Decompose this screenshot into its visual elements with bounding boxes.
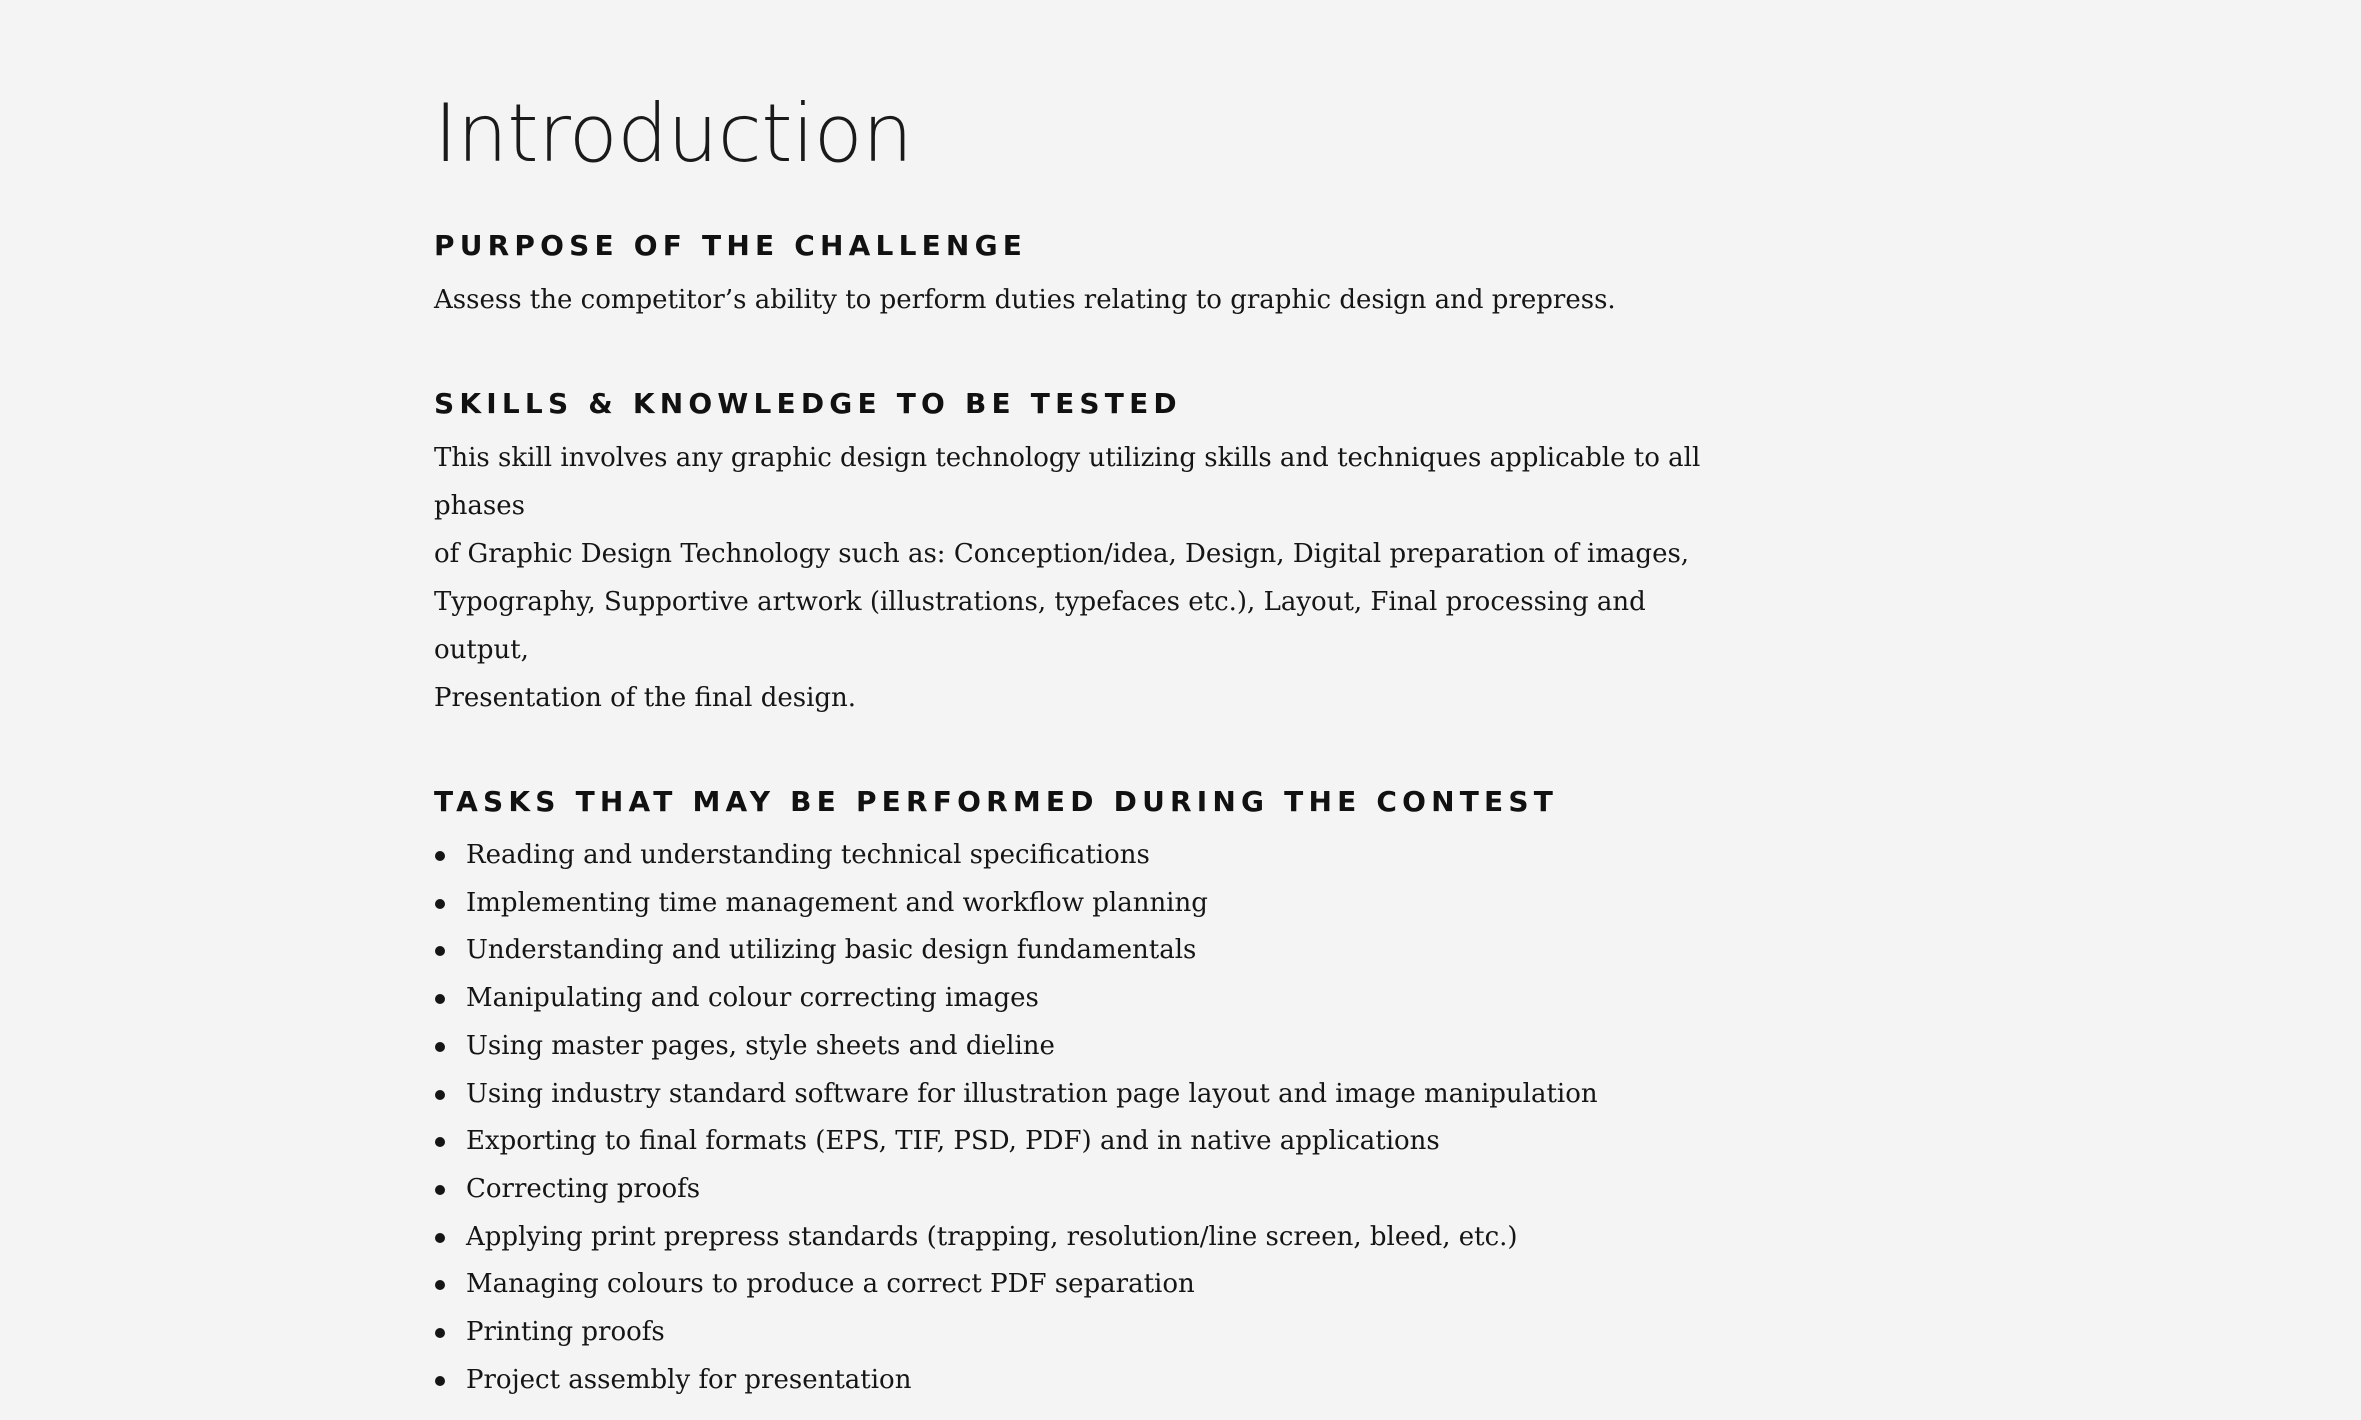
task-text: Exporting to final formats (EPS, TIF, PSD, PDF) and in native applications [466,1126,1440,1157]
task-list-item [434,832,1714,880]
skills-text-line: of Graphic Design Technology such as: Conception/idea, Design, Digital preparation of images, [434,539,1690,569]
task-list-item [434,1166,1714,1214]
skills-heading: SKILLS & KNOWLEDGE TO BE TESTED [434,387,1182,420]
bullet-icon [435,1233,445,1243]
task-text: Project assembly for presentation [466,1364,912,1395]
task-text: Printing proofs [466,1317,665,1348]
task-text: Reading and understanding technical specifications [466,840,1150,870]
section-purpose [434,226,1714,324]
bullet-icon [435,1090,445,1100]
bullet-icon [435,1280,445,1290]
document-content [434,76,1714,1404]
task-list-item [434,1118,1714,1166]
bullet-icon [435,1376,445,1386]
bullet-icon [435,851,445,861]
task-text: Managing colours to produce a correct PDF separation [466,1269,1195,1300]
bullet-icon [435,994,445,1004]
section-tasks [434,782,1714,1404]
bullet-icon [435,1137,445,1147]
task-list-item [434,880,1714,928]
bullet-icon [435,899,445,909]
purpose-heading: PURPOSE OF THE CHALLENGE [434,229,1028,262]
task-list-item [434,975,1714,1023]
task-text: Understanding and utilizing basic design fundamentals [466,935,1197,966]
task-list-item [434,1261,1714,1309]
task-list-item [434,1023,1714,1071]
task-list-item [434,1309,1714,1357]
purpose-text: Assess the competitor’s ability to perform duties relating to graphic design and prepress. [434,285,1616,315]
skills-text-line: Presentation of the final design. [434,683,857,713]
tasks-heading: TASKS THAT MAY BE PERFORMED DURING THE CONTEST [434,785,1559,818]
bullet-icon [435,1042,445,1052]
bullet-icon [435,1185,445,1195]
task-text: Implementing time management and workflow planning [466,887,1208,918]
task-text: Using industry standard software for illustration page layout and image manipulation [466,1078,1598,1109]
section-skills [434,384,1714,722]
skills-text-line: This skill involves any graphic design technology utilizing skills and techniques applicable to all phases [434,443,1701,521]
bullet-icon [435,1328,445,1338]
task-text: Manipulating and colour correcting images [466,983,1039,1014]
bullet-icon [435,946,445,956]
skills-text-line: Typography, Supportive artwork (illustrations, typefaces etc.), Layout, Final processing and output, [434,587,1646,665]
task-list-item [434,1071,1714,1119]
task-text: Using master pages, style sheets and dieline [466,1030,1055,1061]
task-list-item [434,1357,1714,1405]
task-text: Correcting proofs [466,1173,701,1204]
task-list [434,832,1714,1404]
page-title: Introduction [434,87,913,180]
skills-paragraph [434,434,1714,722]
task-list-item [434,927,1714,975]
task-text: Applying print prepress standards (trapping, resolution/line screen, bleed, etc.) [466,1221,1518,1252]
task-list-item [434,1214,1714,1262]
